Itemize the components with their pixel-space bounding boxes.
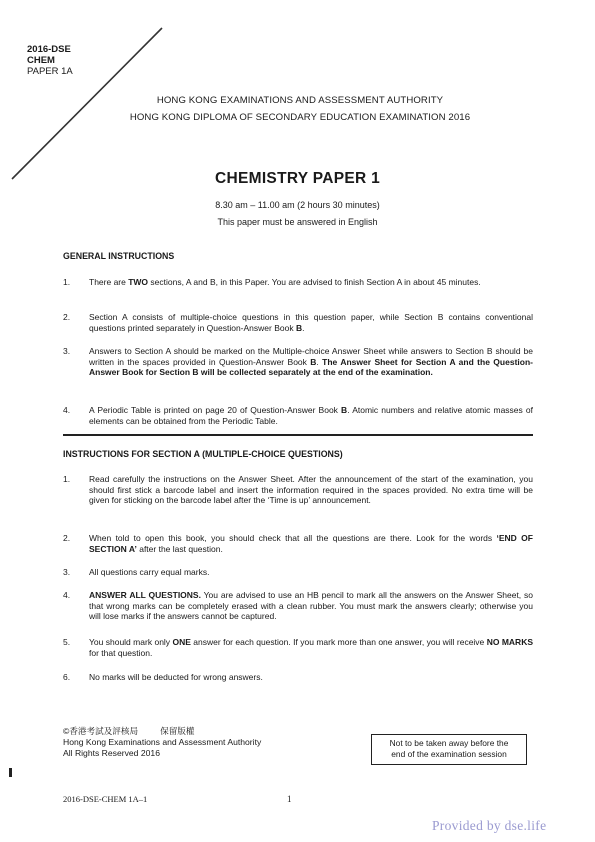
item-number: 4.	[63, 405, 71, 415]
notice-line-2: end of the examination session	[391, 749, 507, 759]
bold-text: B	[341, 405, 348, 415]
watermark-text: Provided by dse.life	[432, 818, 547, 833]
bold-text: NO MARKS	[486, 637, 533, 647]
page-number: 1	[287, 794, 292, 804]
item-number: 6.	[63, 672, 71, 682]
text-segment: Read carefully the instructions on the Answer Sheet. After the announcement of the start of the examination, you should first stick a barcode label and insert the information required in the spaces provided. No extra time will be given for sticking on the barcode label after the ‘Time is up’ announcement.	[89, 474, 533, 505]
item-text	[89, 567, 533, 578]
section-a-item	[63, 533, 533, 554]
item-text	[89, 637, 533, 658]
text-segment: A Periodic Table is printed on page 20 of Question-Answer Book	[89, 405, 342, 415]
take-away-notice	[371, 734, 527, 765]
paper-subject: CHEM	[27, 55, 55, 66]
authority-name: HONG KONG EXAMINATIONS AND ASSESSMENT AUTHORITY	[156, 95, 444, 106]
item-number: 4.	[63, 590, 71, 600]
text-segment: after the last question.	[136, 543, 223, 554]
text-segment: You should mark only	[89, 637, 173, 647]
item-text	[89, 405, 533, 426]
item-number: 3.	[63, 567, 71, 577]
text-segment: Answers to Section A should be marked on the Multiple-choice Answer Sheet while answers to Section B should be written in the spaces provided in Question-Answer Book	[89, 346, 533, 367]
general-item	[63, 277, 533, 288]
paper-title: CHEMISTRY PAPER 1	[214, 170, 380, 187]
copyright-chinese: ©香港考試及評核局	[63, 726, 139, 736]
text-segment: .	[316, 356, 323, 367]
general-item	[63, 405, 533, 426]
item-text	[89, 533, 533, 554]
copyright-reserved-chinese: 保留版權	[160, 726, 195, 736]
text-segment: All questions carry equal marks.	[89, 567, 210, 577]
item-text	[89, 346, 533, 378]
section-divider	[63, 434, 533, 436]
paper-number: PAPER 1A	[27, 66, 73, 77]
item-text	[89, 277, 533, 288]
item-number: 5.	[63, 637, 71, 647]
footer-code: 2016-DSE-CHEM 1A–1	[63, 794, 148, 804]
item-number: 1.	[63, 277, 71, 287]
notice-line-1: Not to be taken away before the	[389, 738, 509, 748]
section-a-item	[63, 474, 533, 506]
copyright-rights: All Rights Reserved 2016	[63, 748, 160, 758]
general-instructions-heading: GENERAL INSTRUCTIONS	[63, 251, 175, 261]
bold-text: ONE	[172, 637, 191, 647]
item-text	[89, 474, 533, 506]
exam-name: HONG KONG DIPLOMA OF SECONDARY EDUCATION EXAMINATION 2016	[129, 112, 471, 123]
bold-text: ‘END OF SECTION A’	[89, 533, 533, 554]
text-segment: answer for each question. If you mark more than one answer, you will receive	[190, 637, 487, 647]
item-text	[89, 590, 533, 622]
bold-text: TWO	[128, 277, 149, 287]
text-segment: .	[302, 322, 305, 333]
section-a-item	[63, 567, 533, 578]
text-segment: for that question.	[89, 647, 153, 658]
language-note: This paper must be answered in English	[217, 217, 378, 227]
text-segment: When told to open this book, you should check that all the questions are there. Look for the words	[89, 533, 497, 543]
text-segment: Section A consists of multiple-choice questions in this question paper, while Section B contains conventional questions printed separately in Question-Answer Book	[89, 312, 533, 333]
bold-text: The Answer Sheet for Section A and the Question-Answer Book for Section B will be collected separately at the end of the examination.	[89, 356, 533, 377]
item-number: 2.	[63, 533, 71, 543]
text-segment: sections, A and B, in this Paper. You are advised to finish Section A in about 45 minutes.	[148, 277, 481, 287]
text-segment: No marks will be deducted for wrong answers.	[89, 672, 263, 682]
section-a-item	[63, 637, 533, 658]
section-a-item	[63, 672, 533, 683]
general-item	[63, 346, 533, 378]
bold-text: B	[295, 322, 303, 333]
exam-time: 8.30 am – 11.00 am (2 hours 30 minutes)	[215, 200, 380, 210]
text-segment: You are advised to use an HB pencil to mark all the answers on the Answer Sheet, so that wrong marks can be completely erased with a clean rubber. You must mark the answers clearly; otherwise you will lose marks if the answers cannot be captured.	[89, 590, 533, 621]
general-item	[63, 312, 533, 333]
copyright-block	[63, 726, 261, 759]
section-a-item	[63, 590, 533, 622]
paper-year-code: 2016-DSE	[27, 44, 71, 55]
section-a-heading: INSTRUCTIONS FOR SECTION A (MULTIPLE-CHOICE QUESTIONS)	[63, 449, 343, 459]
text-segment: There are	[89, 277, 129, 287]
text-segment: . Atomic numbers and relative atomic masses of elements can be obtained from the Periodic Table.	[89, 405, 533, 426]
item-number: 2.	[63, 312, 71, 322]
item-number: 3.	[63, 346, 71, 356]
binding-mark	[9, 768, 12, 777]
copyright-authority: Hong Kong Examinations and Assessment Authority	[63, 737, 262, 747]
bold-text: B	[310, 356, 317, 367]
item-text	[89, 672, 533, 683]
bold-text: ANSWER ALL QUESTIONS.	[89, 590, 201, 600]
item-text	[89, 312, 533, 333]
item-number: 1.	[63, 474, 71, 484]
